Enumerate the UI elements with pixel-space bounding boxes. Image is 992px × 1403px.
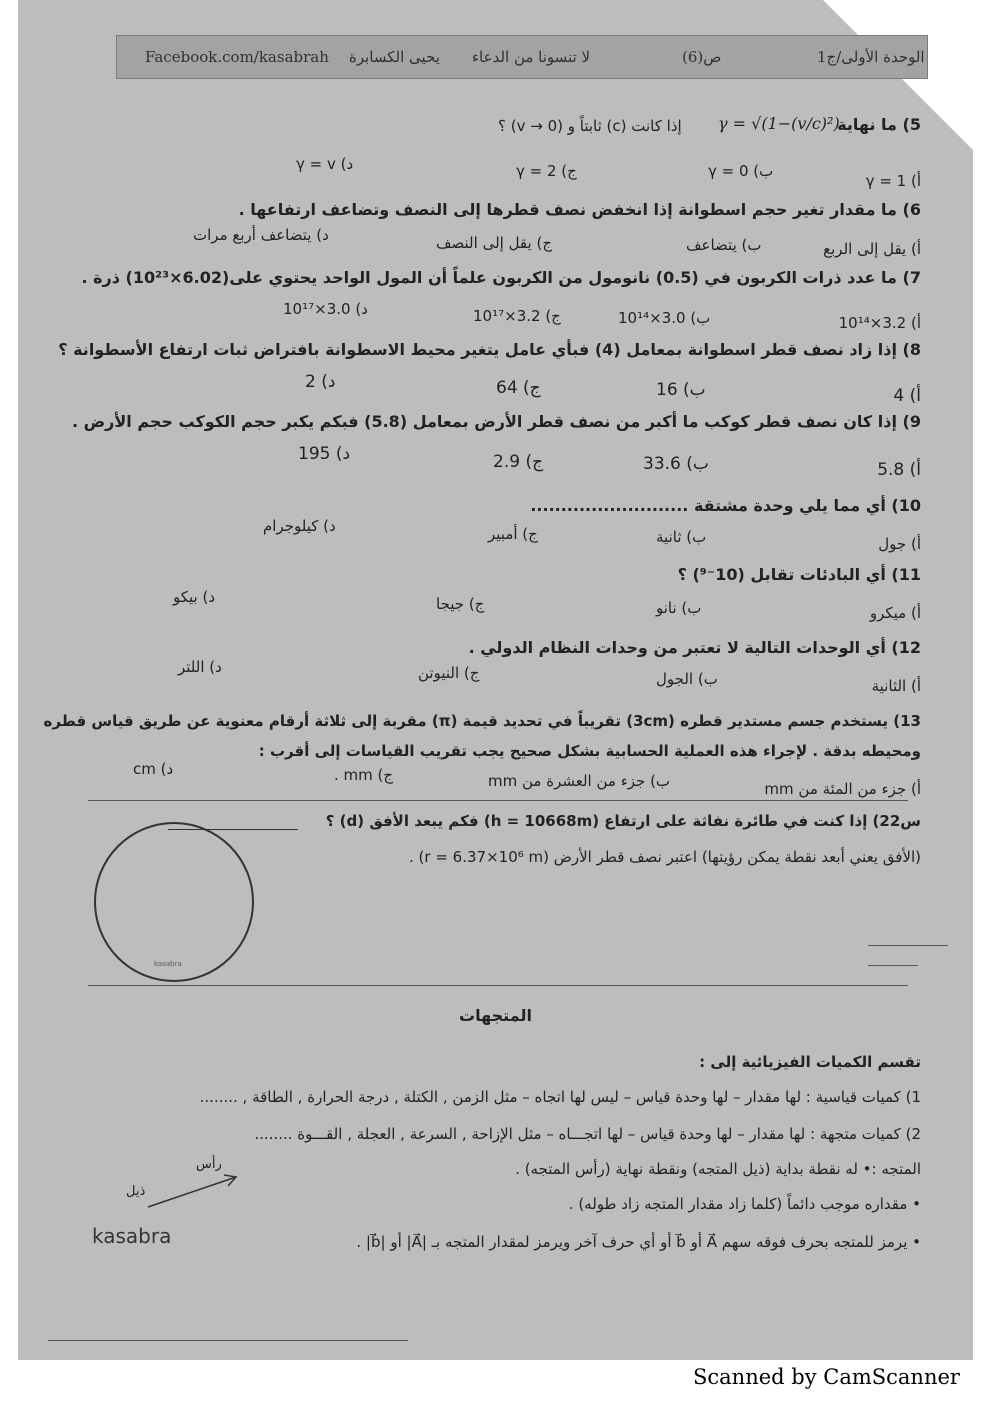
q6-option-b: ب) يتضاعف [686,236,762,254]
q5-option-d: د) γ = v [296,155,354,173]
q5-label: 5) ما نهاية [837,115,921,134]
divider-vectors [88,985,908,986]
vectors-intro: تقسم الكميات الفيزيائية إلى : [699,1053,921,1071]
q5-option-b: ب) γ = 0 [708,162,774,180]
margin-mark [868,945,948,946]
vector-def-start-end: المتجه :• له نقطة بداية (ذيل المتجه) ونقطة نهاية (رأس المتجه) . [515,1160,921,1178]
circle-watermark: kasabra [154,960,182,968]
vector-tail-label: ذيل [126,1184,146,1199]
page-header [116,35,928,79]
q13-option-b: ب) جزء من العشرة من mm [488,772,671,790]
q6-option-c: ج) يقل إلى النصف [436,234,553,252]
q5-condition: إذا كانت (c) ثابتاً و (v → 0) ؟ [498,117,682,135]
scanner-footer: Scanned by CamScanner [693,1365,960,1389]
q8-option-c: ج) 64 [496,378,541,398]
q9-option-b: ب) 33.6 [643,454,709,474]
q5-option-c: ج) γ = 2 [516,162,577,180]
bottom-rule [48,1340,408,1341]
vectors-title: المتجهات [459,1006,532,1025]
q10-option-a: أ) جول [878,535,921,553]
q10-option-b: ب) ثانية [656,528,707,546]
earth-circle-diagram [94,822,254,982]
vector-head-label: رأس [196,1157,222,1172]
q9-option-d: د) 195 [298,444,351,464]
q12-option-a: أ) الثانية [871,677,921,695]
q7-option-d: د) 3.0×10¹⁷ [283,300,368,318]
q13-option-c: ج) mm . [334,766,394,784]
q8-text: 8) إذا زاد نصف قطر اسطوانة بمعامل (4) فبأي عامل يتغير محيط الاسطوانة بافتراض ثبات ارتفاع الأسطوانة ؟ [58,340,921,359]
q7-option-a: أ) 3.2×10¹⁴ [838,314,921,332]
q11-option-c: ج) جيجا [436,595,485,613]
q7-text: 7) ما عدد ذرات الكربون في (0.5) نانومول من الكربون علماً أن المول الواحد يحتوي على(6.02×10²³) ذرة . [81,268,921,287]
q8-option-a: أ) 4 [893,386,921,406]
header-unit: الوحدة الأولى/ج1 [817,48,925,66]
q8-option-d: د) 2 [305,372,336,392]
q10-option-c: ج) أمبير [488,525,538,543]
q12-option-b: ب) الجول [656,670,718,688]
brand-watermark: kasabra [92,1224,172,1248]
vector-arrow-icon [138,1165,248,1215]
q9-text: 9) إذا كان نصف قطر كوكب ما أكبر من نصف قطر الأرض بمعامل (5.8) فبكم يكبر حجم الكوكب حجم الأرض . [72,412,921,431]
q9-option-c: ج) 2.9 [493,452,544,472]
vector-definition: 2) كميات متجهة : لها مقدار – لها وحدة قياس – لها اتجـــاه – مثل الإزاحة , السرعة , العجلة , القـــوة ........ [254,1125,921,1143]
margin-mark-2 [868,965,918,966]
q13-option-d: د) cm [133,760,174,778]
q7-option-b: ب) 3.0×10¹⁴ [618,309,711,327]
q11-text: 11) أي البادئات تقابل (10⁻⁹) ؟ [677,565,921,584]
q13-text: 13) يستخدم جسم مستدير قطره (3cm) تقريباً في تحديد قيمة (π) مقربة إلى ثلاثة أرقام معنوية عن طريق قياس قطره [43,712,921,730]
q11-option-a: أ) ميكرو [869,604,921,622]
q6-option-d: د) يتضاعف أربع مرات [193,226,329,244]
q12-option-d: د) اللتر [178,658,222,676]
horizon-line [168,829,298,830]
divider-q22 [88,800,908,801]
header-page: ص(6) [682,48,722,66]
q12-option-c: ج) النيوتن [418,664,480,682]
q11-option-b: ب) نانو [656,599,702,617]
header-prayer: لا تنسونا من الدعاء [472,48,591,66]
q13-option-a: أ) جزء من المئة من mm [764,780,921,798]
q5-option-a: أ) γ = 1 [865,172,921,190]
q10-text: 10) أي مما يلي وحدة مشتقة .......................... [530,496,921,515]
q22-text: س22) إذا كنت في طائرة نفاثة على ارتفاع (h = 10668m) فكم يبعد الأفق (d) ؟ [325,812,921,830]
q7-option-c: ج) 3.2×10¹⁷ [473,307,561,325]
scalar-definition: 1) كميات قياسية : لها مقدار – لها وحدة قياس – ليس لها اتجاه – مثل الزمن , الكتلة , درجة الحرارة , الطاقة , ........ [199,1088,921,1106]
vector-notation-note: • يرمز للمتجه بحرف فوقه سهم A⃗ أو b⃗ أو أي حرف آخر ويرمز لمقدار المتجه بـ |A⃗| أو |b⃗| . [356,1233,921,1251]
q8-option-b: ب) 16 [656,380,706,400]
header-teacher: يحيى الكسابرة [349,48,440,66]
q5-formula: γ = √(1−(v/c)²) [718,114,840,133]
vector-magnitude-note: • مقداره موجب دائماً (كلما زاد مقدار المتجه زاد طوله) . [568,1195,921,1213]
header-site: Facebook.com/kasabrah [145,48,329,66]
q12-text: 12) أي الوحدات التالية لا تعتبر من وحدات النظام الدولي . [468,638,921,657]
q6-text: 6) ما مقدار تغير حجم اسطوانة إذا انخفض نصف قطرها إلى النصف وتضاعف ارتفاعها . [238,200,921,219]
q6-option-a: أ) يقل إلى الربع [823,240,921,258]
q22-note: (الأفق يعني أبعد نقطة يمكن رؤيتها) اعتبر نصف قطر الأرض (r = 6.37×10⁶ m) . [409,848,921,866]
q10-option-d: د) كيلوجرام [263,517,336,535]
q9-option-a: أ) 5.8 [877,460,921,480]
scanned-page [18,0,973,1360]
q11-option-d: د) بيكو [173,588,216,606]
q13-text-continued: ومحيطه بدقة . لإجراء هذه العملية الحسابية بشكل صحيح يجب تقريب القياسات إلى أقرب : [258,742,921,760]
